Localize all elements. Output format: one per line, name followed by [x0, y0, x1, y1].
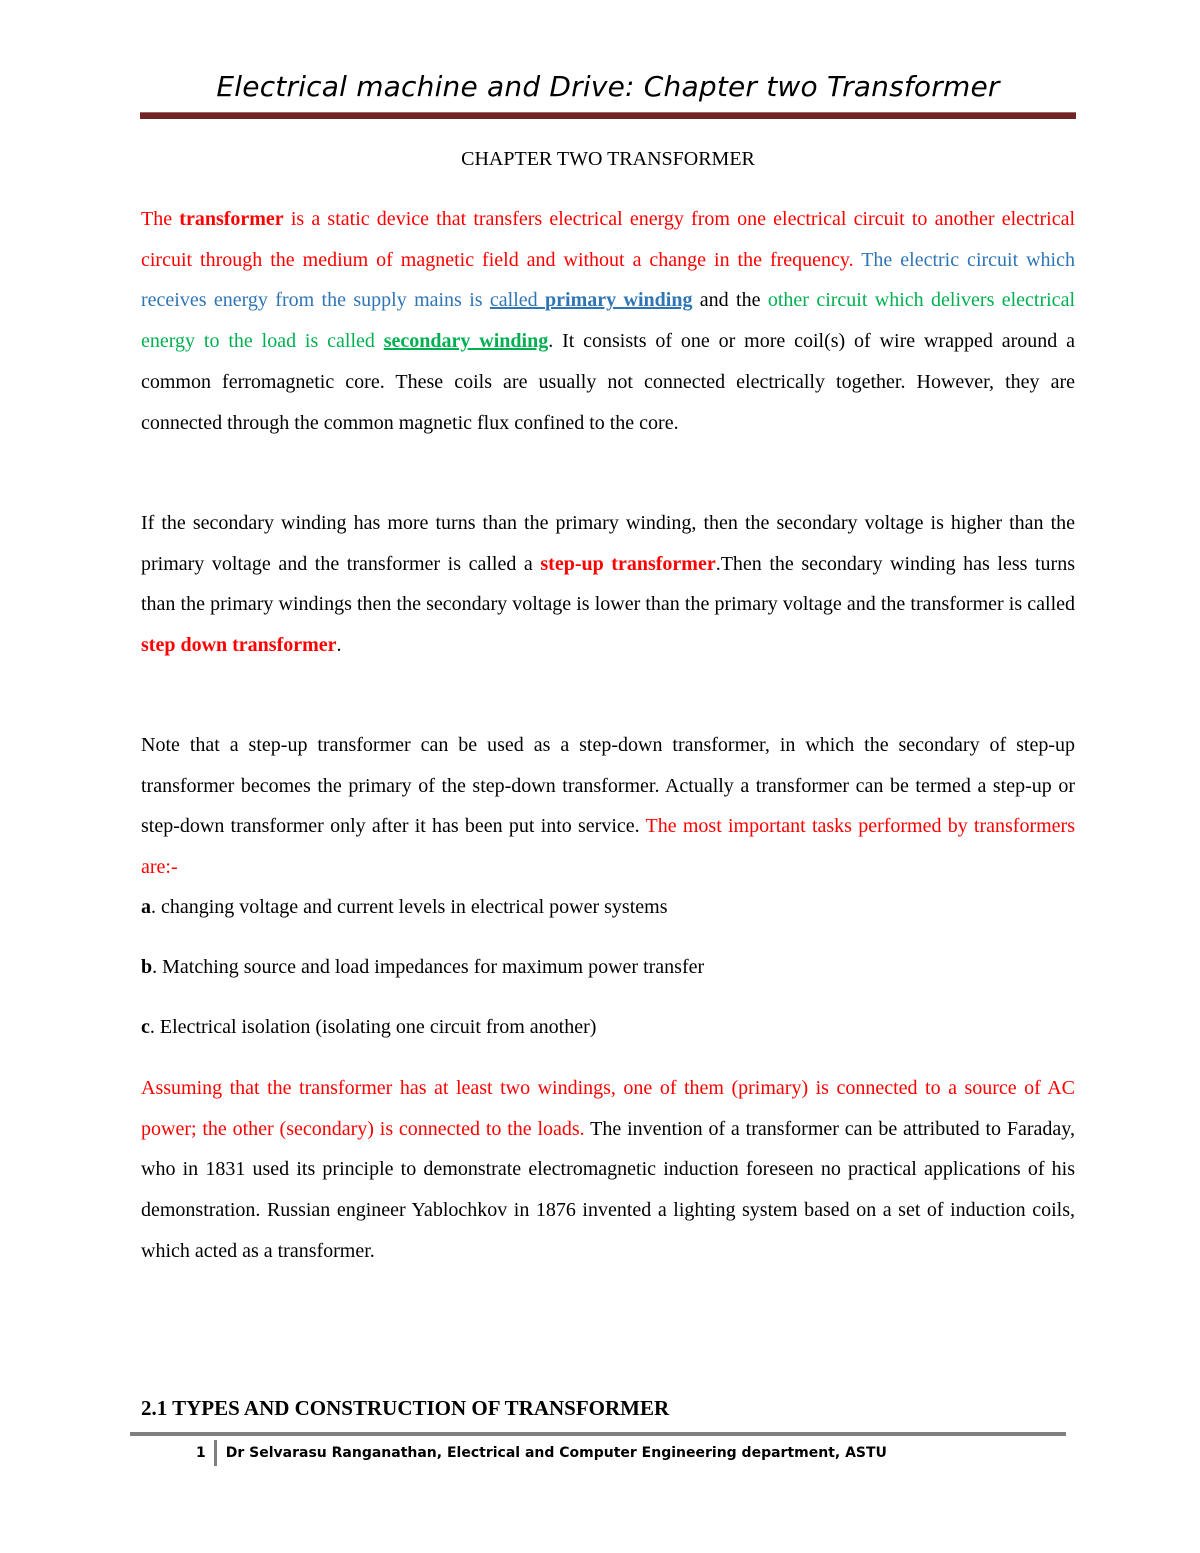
list-item-letter: a — [141, 896, 151, 918]
text-run: is a static device that transfers electrical energy from one electrical circuit to another electrical circuit through the medium of magnetic field and without a change in the frequency. — [141, 208, 1076, 271]
text-run: other circuit which delivers electrical energy to the load is called — [141, 289, 1075, 353]
chapter-heading: CHAPTER TWO TRANSFORMER — [461, 148, 755, 170]
paragraph-step-up-down — [141, 503, 1075, 666]
text-run: The — [141, 208, 180, 230]
list-item-text: . changing voltage and current levels in electrical power systems — [151, 896, 668, 918]
text-run: The invention of a transformer can be attributed to Faraday, who in 1831 used its principle to demonstrate electromagnetic induction foreseen no practical applications of his demonstration. Russian engineer Yablochkov in 1876 invented a lighting system based on a set of induction coils, which acted as a transformer. — [141, 1117, 1075, 1262]
list-item — [141, 956, 1075, 979]
text-run: If the secondary winding has more turns than the primary winding, then the secondary voltage is higher than the primary voltage and the transformer is called a — [141, 512, 1075, 575]
list-item-letter: b — [141, 956, 153, 978]
paragraph-history — [141, 1068, 1075, 1272]
page-footer — [196, 1440, 887, 1466]
text-run: The most important tasks performed by transformers are:- — [141, 815, 1076, 879]
term-step-down-transformer: step down transformer — [141, 634, 337, 657]
text-run: .Then the secondary winding has less turns than the primary windings then the secondary voltage is lower than the primary voltage and the transformer is called — [141, 552, 1075, 616]
term-secondary-winding: secondary winding — [383, 330, 549, 353]
list-item-text: . Electrical isolation (isolating one circuit from another) — [149, 1016, 597, 1038]
text-run: Note that a step-up transformer can be used as a step-down transformer, in which the secondary of step-up transformer becomes the primary of the step-down transformer. Actually a transformer can be termed a step-up or step-down transformer only after it has been put into service. — [141, 734, 1075, 838]
text-run: Assuming that the transformer has at least two windings, one of them (primary) is connected to a source of AC power; the other (secondary) is connected to the loads. — [141, 1077, 1075, 1140]
text-run: called — [489, 289, 546, 312]
paragraph-transformer-definition — [141, 199, 1075, 443]
term-primary-winding: primary winding — [545, 289, 693, 312]
term-transformer: transformer — [179, 208, 284, 230]
section-heading: 2.1 TYPES AND CONSTRUCTION OF TRANSFORMER — [141, 1396, 670, 1420]
list-item-text: . Matching source and load impedances for maximum power transfer — [152, 956, 705, 978]
running-header-title: Electrical machine and Drive: Chapter two Transformer — [216, 70, 1000, 103]
header-rule — [140, 112, 1076, 119]
paragraph-note — [141, 725, 1075, 888]
text-run: . — [336, 634, 342, 657]
text-run: and the — [692, 289, 768, 312]
text-run: The electric circuit which receives energy from the supply mains is — [141, 248, 1075, 312]
page-number: 1 — [196, 1440, 217, 1466]
list-item — [141, 896, 1075, 919]
list-item-letter: c — [141, 1016, 150, 1038]
footer-rule — [130, 1432, 1066, 1436]
text-run: . It consists of one or more coil(s) of wire wrapped around a common ferromagnetic core. These coils are usually not connected electrically together. However, they are connected through the common magnetic flux confined to the core. — [141, 330, 1075, 434]
list-item — [141, 1016, 1075, 1039]
term-step-up-transformer: step-up transformer — [540, 552, 716, 575]
footer-author: Dr Selvarasu Ranganathan, Electrical and Computer Engineering department, ASTU — [225, 1445, 887, 1461]
